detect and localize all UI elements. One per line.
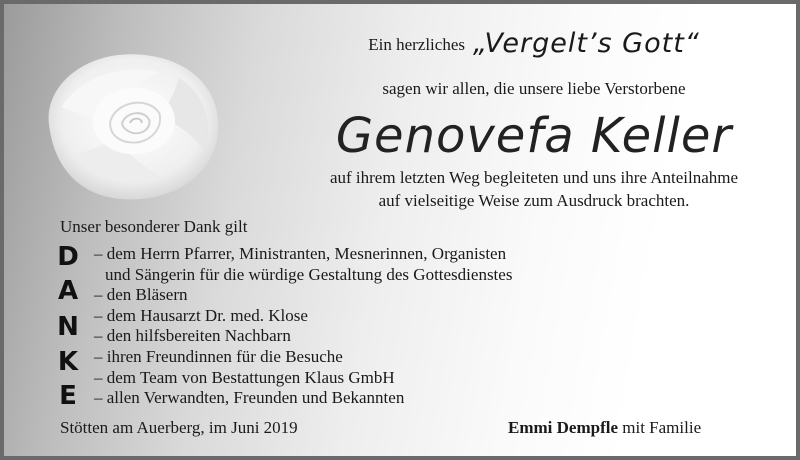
- thanks-item: – dem Hausarzt Dr. med. Klose: [94, 306, 308, 325]
- special-thanks-heading: Unser besonderer Dank gilt: [60, 217, 248, 236]
- thanks-item: – dem Team von Bestattungen Klaus GmbH: [94, 368, 395, 387]
- thanks-item: – dem Herrn Pfarrer, Ministranten, Mesnerinnen, Organisten: [94, 244, 507, 263]
- thanks-item: – den hilfsbereiten Nachbarn: [94, 326, 291, 345]
- white-rose-icon: [32, 38, 228, 206]
- thanks-item: – allen Verwandten, Freunden und Bekannten: [94, 388, 405, 407]
- thanks-text-line-1: auf ihrem letzten Weg begleiteten und uns ihre Anteilnahme: [329, 168, 739, 187]
- greeting-script: „Vergelt’s Gott“: [472, 28, 700, 59]
- danke-letter: N: [57, 312, 79, 342]
- danke-letter: A: [57, 276, 79, 306]
- danke-letter: E: [59, 381, 77, 411]
- danke-letter: D: [57, 242, 79, 272]
- greeting-line: [254, 26, 800, 57]
- greeting-lead: Ein herzliches: [368, 35, 465, 54]
- thanks-item: – ihren Freundinnen für die Besuche: [94, 347, 343, 366]
- signature: [508, 418, 701, 438]
- intro-text: sagen wir allen, die unsere liebe Verstorbene: [382, 79, 686, 98]
- signed-name: Emmi Dempfle: [508, 418, 619, 437]
- place-date: Stötten am Auerberg, im Juni 2019: [60, 418, 298, 437]
- deceased-name: Genovefa Keller: [335, 108, 733, 164]
- thanks-item: – den Bläsern: [94, 285, 188, 304]
- thanks-text-line-2: auf vielseitige Weise zum Ausdruck brachten.: [378, 191, 690, 210]
- thanks-item-continuation: und Sängerin für die würdige Gestaltung des Gottesdienstes: [105, 265, 513, 284]
- signed-suffix: mit Familie: [622, 418, 702, 437]
- danke-letter: K: [57, 347, 79, 377]
